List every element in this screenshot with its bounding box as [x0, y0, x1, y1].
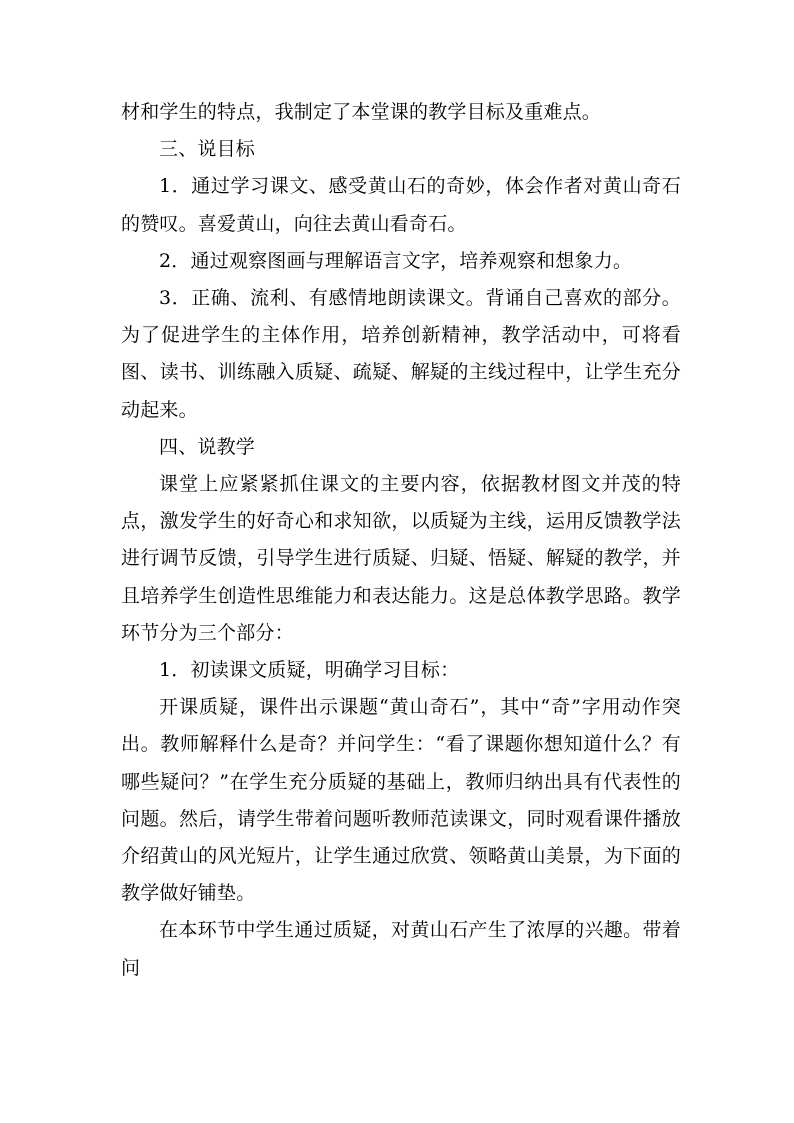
paragraph-intro-tail: 材和学生的特点，我制定了本堂课的教学目标及重难点。 [121, 101, 602, 123]
paragraph-teaching-overview: 课堂上应紧紧抓住课文的主要内容，依据教材图文并茂的特点，激发学生的好奇心和求知欲，以质疑为主线，运用反馈教学法进行调节反馈，引导学生进行质疑、归疑、悟疑、解疑的教学，并且培养学生创造性思维能力和表达能力。这是总体教学思路。教学环节分为三个部分： [121, 473, 681, 644]
paragraph-step-1-detail: 开课质疑，课件出示课题“黄山奇石”，其中“奇”字用动作突出。教师解释什么是奇？并问学生：“看了课题你想知道什么？有哪些疑问？”在学生充分质疑的基础上，教师归纳出具有代表性的问题。然后，请学生带着问题听教师范读课文，同时观看课件播放介绍黄山的风光短片，让学生通过欣赏、领略黄山美景，为下面的教学做好铺垫。 [121, 696, 681, 905]
document-page [121, 94, 681, 987]
paragraph-step-1-summary: 在本环节中学生通过质疑，对黄山石产生了浓厚的兴趣。带着问 [121, 919, 681, 979]
heading-teaching: 四、说教学 [159, 435, 256, 458]
objective-item-2: 2．通过观察图画与理解语言文字，培养观察和想象力。 [159, 249, 633, 272]
teaching-step-1-heading: 1．初读课文质疑，明确学习目标： [159, 659, 460, 682]
heading-objectives: 三、说目标 [159, 138, 256, 161]
objective-item-3: 3．正确、流利、有感情地朗读课文。背诵自己喜欢的部分。为了促进学生的主体作用，培养创新精神，教学活动中，可将看图、读书、训练融入质疑、疏疑、解疑的主线过程中，让学生充分动起来。 [121, 287, 681, 421]
objective-item-1: 1．通过学习课文、感受黄山石的奇妙，体会作者对黄山奇石的赞叹。喜爱黄山，向往去黄山看奇石。 [121, 175, 681, 235]
